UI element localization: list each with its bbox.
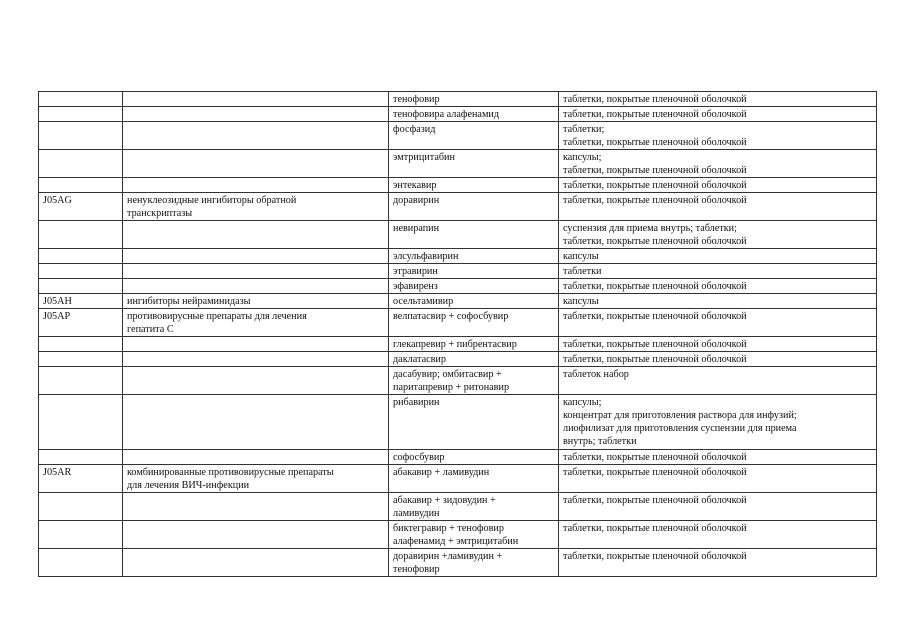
atc-code-cell <box>39 337 123 352</box>
table-row <box>39 193 877 221</box>
group-name-cell <box>123 264 389 279</box>
table-row <box>39 493 877 521</box>
dosage-form-cell: таблетки; таблетки, покрытые пленочной оболочкой <box>559 122 877 150</box>
group-name-cell <box>123 150 389 178</box>
group-name-cell <box>123 178 389 193</box>
drug-name-cell: велпатасвир + софосбувир <box>389 309 559 337</box>
drug-name-cell: осельтамивир <box>389 294 559 309</box>
table-row <box>39 221 877 249</box>
dosage-form-cell: капсулы; концентрат для приготовления раствора для инфузий; лиофилизат для приготовления суспензии для приема внутрь; таблетки <box>559 395 877 450</box>
group-name-cell: комбинированные противовирусные препараты для лечения ВИЧ-инфекции <box>123 465 389 493</box>
dosage-form-cell: таблетки, покрытые пленочной оболочкой <box>559 92 877 107</box>
table-row <box>39 549 877 577</box>
dosage-form-cell: таблетки, покрытые пленочной оболочкой <box>559 107 877 122</box>
group-name-cell: ингибиторы нейраминидазы <box>123 294 389 309</box>
atc-code-cell <box>39 221 123 249</box>
atc-code-cell <box>39 107 123 122</box>
atc-code-cell: J05AH <box>39 294 123 309</box>
dosage-form-cell: таблетки, покрытые пленочной оболочкой <box>559 279 877 294</box>
drug-name-cell: рибавирин <box>389 395 559 450</box>
drug-name-cell: дасабувир; омбитасвир + паритапревир + ритонавир <box>389 367 559 395</box>
group-name-cell <box>123 521 389 549</box>
drug-name-cell: невирапин <box>389 221 559 249</box>
table-row <box>39 294 877 309</box>
atc-code-cell: J05AG <box>39 193 123 221</box>
drug-name-cell: глекапревир + пибрентасвир <box>389 337 559 352</box>
group-name-cell <box>123 337 389 352</box>
drug-name-cell: фосфазид <box>389 122 559 150</box>
table-row <box>39 92 877 107</box>
drug-name-cell: эмтрицитабин <box>389 150 559 178</box>
group-name-cell <box>123 549 389 577</box>
drug-name-cell: биктегравир + тенофовир алафенамид + эмтрицитабин <box>389 521 559 549</box>
drug-name-cell: доравирин <box>389 193 559 221</box>
table-row <box>39 279 877 294</box>
drug-name-cell: элсульфавирин <box>389 249 559 264</box>
atc-code-cell: J05AR <box>39 465 123 493</box>
table-row <box>39 264 877 279</box>
dosage-form-cell: таблетки, покрытые пленочной оболочкой <box>559 465 877 493</box>
atc-code-cell <box>39 264 123 279</box>
drug-name-cell: тенофовира алафенамид <box>389 107 559 122</box>
atc-code-cell <box>39 549 123 577</box>
dosage-form-cell: суспензия для приема внутрь; таблетки; таблетки, покрытые пленочной оболочкой <box>559 221 877 249</box>
table-row <box>39 178 877 193</box>
dosage-form-cell: таблетки, покрытые пленочной оболочкой <box>559 450 877 465</box>
dosage-form-cell: таблетки, покрытые пленочной оболочкой <box>559 309 877 337</box>
table-row <box>39 352 877 367</box>
group-name-cell: ненуклеозидные ингибиторы обратной транскриптазы <box>123 193 389 221</box>
atc-code-cell <box>39 279 123 294</box>
group-name-cell <box>123 395 389 450</box>
drug-name-cell: энтекавир <box>389 178 559 193</box>
dosage-form-cell: таблетки, покрытые пленочной оболочкой <box>559 549 877 577</box>
dosage-form-cell: таблетки, покрытые пленочной оболочкой <box>559 178 877 193</box>
table-row <box>39 107 877 122</box>
table-row <box>39 122 877 150</box>
atc-code-cell <box>39 150 123 178</box>
atc-code-cell <box>39 352 123 367</box>
dosage-form-cell: таблетки, покрытые пленочной оболочкой <box>559 352 877 367</box>
group-name-cell <box>123 107 389 122</box>
atc-code-cell <box>39 367 123 395</box>
drug-name-cell: даклатасвир <box>389 352 559 367</box>
table-row <box>39 249 877 264</box>
atc-code-cell <box>39 122 123 150</box>
dosage-form-cell: таблетки, покрытые пленочной оболочкой <box>559 521 877 549</box>
table-row <box>39 150 877 178</box>
table-row <box>39 337 877 352</box>
atc-code-cell <box>39 395 123 450</box>
dosage-form-cell: таблетки, покрытые пленочной оболочкой <box>559 337 877 352</box>
dosage-form-cell: таблетки <box>559 264 877 279</box>
atc-code-cell <box>39 450 123 465</box>
group-name-cell <box>123 249 389 264</box>
drug-name-cell: эфавиренз <box>389 279 559 294</box>
dosage-form-cell: капсулы <box>559 294 877 309</box>
drug-name-cell: софосбувир <box>389 450 559 465</box>
dosage-form-cell: капсулы <box>559 249 877 264</box>
drug-name-cell: этравирин <box>389 264 559 279</box>
atc-code-cell <box>39 92 123 107</box>
dosage-form-cell: таблетки, покрытые пленочной оболочкой <box>559 493 877 521</box>
table-row <box>39 465 877 493</box>
table-body <box>39 92 877 577</box>
drug-name-cell: доравирин +ламивудин + тенофовир <box>389 549 559 577</box>
atc-code-cell <box>39 249 123 264</box>
atc-code-cell <box>39 178 123 193</box>
table-row <box>39 395 877 450</box>
table-row <box>39 521 877 549</box>
table-row <box>39 309 877 337</box>
group-name-cell: противовирусные препараты для лечения гепатита C <box>123 309 389 337</box>
group-name-cell <box>123 92 389 107</box>
group-name-cell <box>123 221 389 249</box>
table-row <box>39 367 877 395</box>
atc-code-cell: J05AP <box>39 309 123 337</box>
dosage-form-cell: капсулы; таблетки, покрытые пленочной оболочкой <box>559 150 877 178</box>
drug-name-cell: абакавир + ламивудин <box>389 465 559 493</box>
group-name-cell <box>123 367 389 395</box>
group-name-cell <box>123 493 389 521</box>
drug-table <box>38 91 877 577</box>
table-row <box>39 450 877 465</box>
group-name-cell <box>123 352 389 367</box>
atc-code-cell <box>39 493 123 521</box>
drug-name-cell: тенофовир <box>389 92 559 107</box>
dosage-form-cell: таблеток набор <box>559 367 877 395</box>
group-name-cell <box>123 450 389 465</box>
atc-code-cell <box>39 521 123 549</box>
group-name-cell <box>123 279 389 294</box>
dosage-form-cell: таблетки, покрытые пленочной оболочкой <box>559 193 877 221</box>
group-name-cell <box>123 122 389 150</box>
drug-name-cell: абакавир + зидовудин + ламивудин <box>389 493 559 521</box>
